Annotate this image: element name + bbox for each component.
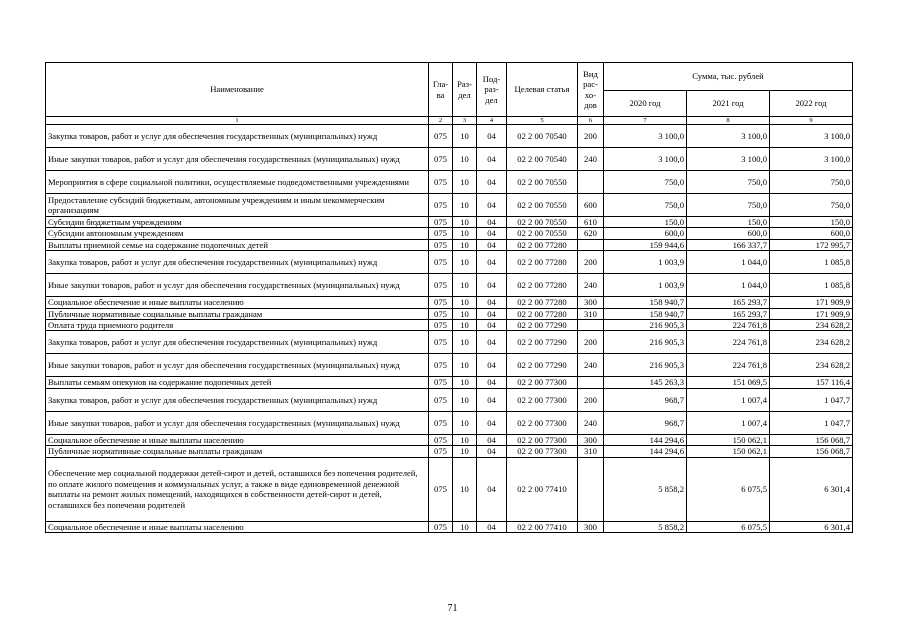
table-row: [46, 125, 853, 148]
cell-name: Иные закупки товаров, работ и услуг для обеспечения государственных (муниципальных) нужд: [46, 354, 429, 377]
cell-target: 02 2 00 70550: [507, 194, 578, 217]
cell-2022: 1 047,7: [770, 411, 853, 434]
cell-name: Иные закупки товаров, работ и услуг для обеспечения государственных (муниципальных) нужд: [46, 148, 429, 171]
table-row: [46, 217, 853, 228]
cell-glava: 075: [429, 251, 453, 274]
cell-2020: 216 905,3: [604, 331, 687, 354]
table-row: [46, 331, 853, 354]
cell-2022: 157 116,4: [770, 377, 853, 388]
cell-podrazdel: 04: [477, 457, 507, 521]
cell-2020: 144 294,6: [604, 434, 687, 445]
cell-razdel: 10: [453, 217, 477, 228]
cell-target: 02 2 00 77290: [507, 354, 578, 377]
budget-table: [45, 62, 853, 533]
column-index: 9: [770, 117, 853, 125]
header-expense-type: Вид рас- хо- дов: [578, 63, 604, 117]
cell-2022: 3 100,0: [770, 125, 853, 148]
cell-vid: 310: [578, 308, 604, 319]
cell-glava: 075: [429, 228, 453, 239]
cell-razdel: 10: [453, 521, 477, 532]
cell-glava: 075: [429, 148, 453, 171]
cell-target: 02 2 00 70540: [507, 148, 578, 171]
cell-glava: 075: [429, 354, 453, 377]
cell-2021: 151 069,5: [687, 377, 770, 388]
cell-glava: 075: [429, 217, 453, 228]
cell-name: Иные закупки товаров, работ и услуг для обеспечения государственных (муниципальных) нужд: [46, 411, 429, 434]
cell-razdel: 10: [453, 297, 477, 308]
cell-2021: 3 100,0: [687, 125, 770, 148]
cell-2022: 750,0: [770, 194, 853, 217]
table-row: [46, 228, 853, 239]
table-row: [46, 446, 853, 457]
cell-2022: 750,0: [770, 171, 853, 194]
cell-target: 02 2 00 77300: [507, 446, 578, 457]
cell-2021: 1 007,4: [687, 388, 770, 411]
cell-2022: 1 085,8: [770, 251, 853, 274]
cell-2021: 750,0: [687, 194, 770, 217]
cell-vid: [578, 377, 604, 388]
cell-name: Публичные нормативные социальные выплаты гражданам: [46, 446, 429, 457]
cell-target: 02 2 00 77280: [507, 297, 578, 308]
cell-target: 02 2 00 77290: [507, 320, 578, 331]
cell-2021: 150 062,1: [687, 446, 770, 457]
header-name: Наименование: [46, 63, 429, 117]
cell-2020: 1 003,9: [604, 251, 687, 274]
cell-2021: 224 761,8: [687, 331, 770, 354]
table-row: [46, 194, 853, 217]
cell-target: 02 2 00 70550: [507, 217, 578, 228]
cell-2021: 600,0: [687, 228, 770, 239]
cell-podrazdel: 04: [477, 148, 507, 171]
cell-podrazdel: 04: [477, 228, 507, 239]
cell-vid: 600: [578, 194, 604, 217]
cell-vid: 200: [578, 331, 604, 354]
cell-glava: 075: [429, 274, 453, 297]
cell-podrazdel: 04: [477, 297, 507, 308]
cell-2021: 1 044,0: [687, 274, 770, 297]
cell-2022: 234 628,2: [770, 320, 853, 331]
cell-2020: 144 294,6: [604, 446, 687, 457]
cell-2022: 1 085,8: [770, 274, 853, 297]
table-row: [46, 308, 853, 319]
header-glava: Гла- ва: [429, 63, 453, 117]
cell-name: Закупка товаров, работ и услуг для обеспечения государственных (муниципальных) нужд: [46, 251, 429, 274]
column-index: 7: [604, 117, 687, 125]
cell-2020: 600,0: [604, 228, 687, 239]
table-row: [46, 354, 853, 377]
cell-target: 02 2 00 77280: [507, 308, 578, 319]
cell-podrazdel: 04: [477, 331, 507, 354]
cell-target: 02 2 00 77280: [507, 274, 578, 297]
cell-razdel: 10: [453, 377, 477, 388]
cell-name: Мероприятия в сфере социальной политики, осуществляемые подведомственными учреждениями: [46, 171, 429, 194]
cell-glava: 075: [429, 457, 453, 521]
table-row: [46, 411, 853, 434]
cell-2020: 3 100,0: [604, 148, 687, 171]
cell-vid: [578, 239, 604, 250]
cell-2022: 172 995,7: [770, 239, 853, 250]
cell-2020: 968,7: [604, 388, 687, 411]
cell-razdel: 10: [453, 171, 477, 194]
cell-2022: 6 301,4: [770, 521, 853, 532]
cell-podrazdel: 04: [477, 521, 507, 532]
cell-2022: 234 628,2: [770, 354, 853, 377]
cell-razdel: 10: [453, 228, 477, 239]
column-index: 3: [453, 117, 477, 125]
cell-name: Закупка товаров, работ и услуг для обеспечения государственных (муниципальных) нужд: [46, 125, 429, 148]
cell-podrazdel: 04: [477, 411, 507, 434]
cell-razdel: 10: [453, 125, 477, 148]
cell-2021: 165 293,7: [687, 308, 770, 319]
cell-podrazdel: 04: [477, 320, 507, 331]
cell-target: 02 2 00 77300: [507, 411, 578, 434]
cell-podrazdel: 04: [477, 251, 507, 274]
cell-2020: 159 944,6: [604, 239, 687, 250]
cell-target: 02 2 00 77300: [507, 434, 578, 445]
cell-podrazdel: 04: [477, 354, 507, 377]
cell-razdel: 10: [453, 308, 477, 319]
cell-name: Публичные нормативные социальные выплаты гражданам: [46, 308, 429, 319]
table-row: [46, 434, 853, 445]
cell-vid: 200: [578, 251, 604, 274]
cell-podrazdel: 04: [477, 388, 507, 411]
cell-2022: 3 100,0: [770, 148, 853, 171]
cell-vid: 200: [578, 388, 604, 411]
cell-2022: 171 909,9: [770, 297, 853, 308]
cell-razdel: 10: [453, 331, 477, 354]
cell-target: 02 2 00 70540: [507, 125, 578, 148]
cell-2020: 3 100,0: [604, 125, 687, 148]
cell-vid: 610: [578, 217, 604, 228]
cell-razdel: 10: [453, 274, 477, 297]
table-row: [46, 251, 853, 274]
cell-vid: 240: [578, 411, 604, 434]
cell-2020: 158 940,7: [604, 297, 687, 308]
cell-2021: 750,0: [687, 171, 770, 194]
cell-glava: 075: [429, 446, 453, 457]
cell-name: Предоставление субсидий бюджетным, автономным учреждениям и иным некоммерческим организациям: [46, 194, 429, 217]
cell-2022: 156 068,7: [770, 446, 853, 457]
table-row: [46, 457, 853, 521]
cell-target: 02 2 00 70550: [507, 228, 578, 239]
header-year-2020: 2020 год: [604, 91, 687, 117]
table-row: [46, 171, 853, 194]
cell-2022: 1 047,7: [770, 388, 853, 411]
cell-2020: 968,7: [604, 411, 687, 434]
cell-glava: 075: [429, 411, 453, 434]
cell-name: Обеспечение мер социальной поддержки детей-сирот и детей, оставшихся без попечения родителей, по оплате жилого помещения и коммунальных услуг, а также в виде единовременной денежной выплаты на ремонт жилых помещений, находящихся в собственности детей-сирот и детей, оставшихся без попечения родителей: [46, 457, 429, 521]
cell-razdel: 10: [453, 434, 477, 445]
cell-vid: 300: [578, 521, 604, 532]
cell-name: Закупка товаров, работ и услуг для обеспечения государственных (муниципальных) нужд: [46, 388, 429, 411]
cell-podrazdel: 04: [477, 171, 507, 194]
cell-glava: 075: [429, 125, 453, 148]
cell-vid: 310: [578, 446, 604, 457]
cell-podrazdel: 04: [477, 446, 507, 457]
column-index: 8: [687, 117, 770, 125]
cell-glava: 075: [429, 308, 453, 319]
cell-2020: 1 003,9: [604, 274, 687, 297]
cell-vid: 300: [578, 434, 604, 445]
page-number: 71: [447, 603, 458, 614]
table-row: [46, 388, 853, 411]
cell-razdel: 10: [453, 148, 477, 171]
cell-target: 02 2 00 77300: [507, 377, 578, 388]
cell-razdel: 10: [453, 320, 477, 331]
table-row: [46, 274, 853, 297]
cell-2021: 224 761,8: [687, 320, 770, 331]
cell-name: Субсидии автономным учреждениям: [46, 228, 429, 239]
cell-vid: 620: [578, 228, 604, 239]
cell-2020: 5 858,2: [604, 457, 687, 521]
header-podrazdel: Под- раз- дел: [477, 63, 507, 117]
cell-target: 02 2 00 77290: [507, 331, 578, 354]
cell-2021: 165 293,7: [687, 297, 770, 308]
cell-glava: 075: [429, 171, 453, 194]
cell-2020: 145 263,3: [604, 377, 687, 388]
cell-2022: 6 301,4: [770, 457, 853, 521]
cell-vid: 300: [578, 297, 604, 308]
cell-name: Выплаты семьям опекунов на содержание подопечных детей: [46, 377, 429, 388]
cell-2021: 224 761,8: [687, 354, 770, 377]
cell-2022: 171 909,9: [770, 308, 853, 319]
cell-vid: 240: [578, 274, 604, 297]
cell-glava: 075: [429, 521, 453, 532]
cell-2021: 1 007,4: [687, 411, 770, 434]
cell-vid: 240: [578, 354, 604, 377]
cell-target: 02 2 00 70550: [507, 171, 578, 194]
cell-name: Социальное обеспечение и иные выплаты населению: [46, 434, 429, 445]
cell-2021: 1 044,0: [687, 251, 770, 274]
cell-razdel: 10: [453, 354, 477, 377]
cell-2021: 3 100,0: [687, 148, 770, 171]
cell-name: Иные закупки товаров, работ и услуг для обеспечения государственных (муниципальных) нужд: [46, 274, 429, 297]
cell-2021: 166 337,7: [687, 239, 770, 250]
cell-podrazdel: 04: [477, 377, 507, 388]
cell-glava: 075: [429, 239, 453, 250]
column-index: 2: [429, 117, 453, 125]
cell-2020: 216 905,3: [604, 354, 687, 377]
cell-2022: 150,0: [770, 217, 853, 228]
cell-vid: [578, 457, 604, 521]
cell-2021: 6 075,5: [687, 457, 770, 521]
cell-target: 02 2 00 77280: [507, 239, 578, 250]
table-row: [46, 320, 853, 331]
cell-vid: 240: [578, 148, 604, 171]
cell-2021: 150,0: [687, 217, 770, 228]
cell-podrazdel: 04: [477, 274, 507, 297]
cell-2020: 750,0: [604, 194, 687, 217]
cell-glava: 075: [429, 320, 453, 331]
cell-vid: 200: [578, 125, 604, 148]
cell-name: Субсидии бюджетным учреждениям: [46, 217, 429, 228]
cell-name: Выплаты приемной семье на содержание подопечных детей: [46, 239, 429, 250]
cell-razdel: 10: [453, 388, 477, 411]
header-razdel: Раз- дел: [453, 63, 477, 117]
cell-podrazdel: 04: [477, 217, 507, 228]
cell-glava: 075: [429, 377, 453, 388]
table-row: [46, 297, 853, 308]
cell-2020: 158 940,7: [604, 308, 687, 319]
header-sum: Сумма, тыс. рублей: [604, 63, 853, 91]
table-row: [46, 377, 853, 388]
cell-2022: 234 628,2: [770, 331, 853, 354]
cell-razdel: 10: [453, 239, 477, 250]
cell-2020: 150,0: [604, 217, 687, 228]
column-index: 5: [507, 117, 578, 125]
cell-target: 02 2 00 77280: [507, 251, 578, 274]
header-target-article: Целевая статья: [507, 63, 578, 117]
cell-podrazdel: 04: [477, 125, 507, 148]
cell-podrazdel: 04: [477, 239, 507, 250]
cell-2022: 600,0: [770, 228, 853, 239]
header-year-2021: 2021 год: [687, 91, 770, 117]
cell-name: Закупка товаров, работ и услуг для обеспечения государственных (муниципальных) нужд: [46, 331, 429, 354]
column-index: 1: [46, 117, 429, 125]
cell-2021: 6 075,5: [687, 521, 770, 532]
table-row: [46, 148, 853, 171]
cell-podrazdel: 04: [477, 308, 507, 319]
cell-vid: [578, 320, 604, 331]
cell-glava: 075: [429, 297, 453, 308]
cell-2020: 750,0: [604, 171, 687, 194]
cell-2020: 216 905,3: [604, 320, 687, 331]
cell-glava: 075: [429, 434, 453, 445]
cell-2022: 156 068,7: [770, 434, 853, 445]
cell-vid: [578, 171, 604, 194]
cell-podrazdel: 04: [477, 434, 507, 445]
cell-name: Оплата труда приемного родителя: [46, 320, 429, 331]
cell-2020: 5 858,2: [604, 521, 687, 532]
cell-glava: 075: [429, 194, 453, 217]
cell-target: 02 2 00 77410: [507, 521, 578, 532]
cell-2021: 150 062,1: [687, 434, 770, 445]
cell-target: 02 2 00 77300: [507, 388, 578, 411]
table-row: [46, 239, 853, 250]
cell-podrazdel: 04: [477, 194, 507, 217]
cell-glava: 075: [429, 331, 453, 354]
cell-target: 02 2 00 77410: [507, 457, 578, 521]
cell-razdel: 10: [453, 446, 477, 457]
cell-name: Социальное обеспечение и иные выплаты населению: [46, 521, 429, 532]
cell-razdel: 10: [453, 251, 477, 274]
column-index-row: [46, 117, 853, 125]
cell-glava: 075: [429, 388, 453, 411]
header-year-2022: 2022 год: [770, 91, 853, 117]
table-row: [46, 521, 853, 532]
cell-name: Социальное обеспечение и иные выплаты населению: [46, 297, 429, 308]
cell-razdel: 10: [453, 411, 477, 434]
cell-razdel: 10: [453, 457, 477, 521]
cell-razdel: 10: [453, 194, 477, 217]
column-index: 4: [477, 117, 507, 125]
column-index: 6: [578, 117, 604, 125]
